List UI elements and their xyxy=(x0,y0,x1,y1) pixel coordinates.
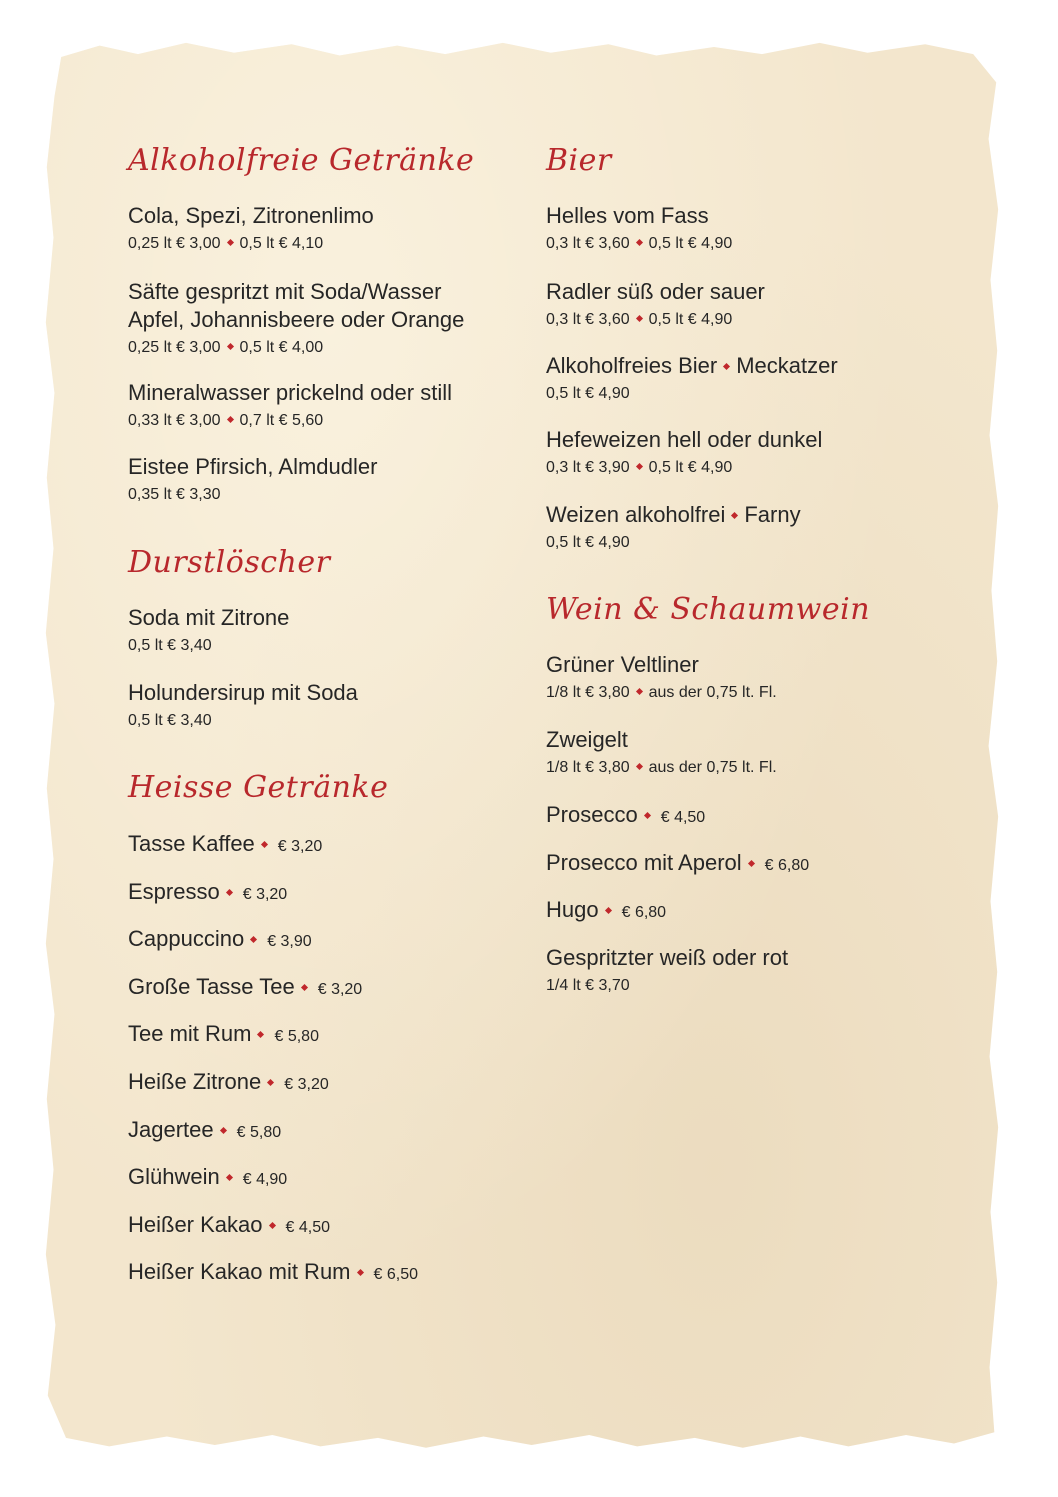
item-label: Hugo xyxy=(546,897,599,922)
item-name: Mineralwasser prickelnd oder still xyxy=(128,380,453,405)
menu-item xyxy=(546,801,966,832)
diamond-separator-icon xyxy=(644,812,651,819)
item-name xyxy=(546,801,966,832)
item-price xyxy=(128,232,528,256)
diamond-separator-icon xyxy=(356,1269,363,1276)
diamond-separator-icon xyxy=(301,984,308,991)
menu-item xyxy=(546,426,966,480)
item-price xyxy=(128,409,528,433)
menu-item xyxy=(546,651,966,705)
item-price: 0,5 lt € 4,90 xyxy=(546,385,630,402)
diamond-separator-icon xyxy=(636,688,643,695)
menu-item xyxy=(128,973,528,1004)
diamond-separator-icon xyxy=(220,1127,227,1134)
price-small: 0,3 lt € 3,60 xyxy=(546,311,630,328)
item-price xyxy=(546,756,966,780)
item-name: Grüner Veltliner xyxy=(546,652,699,677)
diamond-separator-icon xyxy=(226,1174,233,1181)
item-name: Helles vom Fass xyxy=(546,203,709,228)
item-name xyxy=(546,849,966,880)
diamond-separator-icon xyxy=(268,1222,275,1229)
item-name xyxy=(546,352,966,380)
item-price: € 4,50 xyxy=(660,809,706,826)
item-label: Jagertee xyxy=(128,1117,214,1142)
price-small: 0,3 lt € 3,90 xyxy=(546,459,630,476)
item-name: Soda mit Zitrone xyxy=(128,605,290,630)
item-price: € 4,90 xyxy=(242,1171,288,1188)
menu-item xyxy=(546,944,966,998)
price-note: aus der 0,75 lt. Fl. xyxy=(648,759,777,776)
item-label: Cappuccino xyxy=(128,926,245,951)
price-large: 0,5 lt € 4,90 xyxy=(648,311,733,328)
item-price: € 3,20 xyxy=(317,981,363,998)
section-title-bier: Bier xyxy=(546,143,612,178)
menu-item xyxy=(128,1116,528,1147)
item-price: 0,5 lt € 4,90 xyxy=(546,534,630,551)
menu-item xyxy=(128,202,528,256)
diamond-separator-icon xyxy=(257,1031,264,1038)
item-price: 1/4 lt € 3,70 xyxy=(546,977,630,994)
item-name: Säfte gespritzt mit Soda/Wasser xyxy=(128,279,442,304)
menu-item xyxy=(546,202,966,256)
item-price: € 3,90 xyxy=(267,933,312,950)
diamond-separator-icon xyxy=(226,239,233,246)
section-title-durstloescher: Durstlöscher xyxy=(128,545,331,580)
item-price xyxy=(546,456,966,480)
diamond-separator-icon xyxy=(261,841,268,848)
item-name xyxy=(128,1163,528,1194)
menu-item xyxy=(128,604,528,658)
item-name: Eistee Pfirsich, Almdudler xyxy=(128,454,378,479)
price-large: 0,5 lt € 4,90 xyxy=(648,459,733,476)
diamond-separator-icon xyxy=(226,343,233,350)
item-price: € 6,50 xyxy=(373,1266,418,1283)
item-name xyxy=(128,1068,528,1099)
price-glass: 1/8 lt € 3,80 xyxy=(546,684,630,701)
item-price xyxy=(546,232,966,256)
item-price xyxy=(546,681,966,705)
item-name-line2: Apfel, Johannisbeere oder Orange xyxy=(128,307,465,332)
item-label: Tasse Kaffee xyxy=(128,831,255,856)
price-large: 0,7 lt € 5,60 xyxy=(239,412,324,429)
item-label: Prosecco xyxy=(546,802,638,827)
menu-item xyxy=(546,849,966,880)
item-price: 0,5 lt € 3,40 xyxy=(128,637,212,654)
menu-item xyxy=(546,352,966,406)
price-small: 0,25 lt € 3,00 xyxy=(128,339,221,356)
menu-item xyxy=(546,896,966,927)
item-label: Espresso xyxy=(128,879,220,904)
menu-item xyxy=(128,878,528,909)
menu-item xyxy=(128,453,528,507)
menu-item xyxy=(546,501,966,555)
item-brand: Farny xyxy=(744,502,801,527)
menu-item xyxy=(128,830,528,861)
item-label: Heißer Kakao mit Rum xyxy=(128,1259,351,1284)
item-price: € 5,80 xyxy=(274,1028,319,1045)
item-label: Tee mit Rum xyxy=(128,1021,252,1046)
item-label: Prosecco mit Aperol xyxy=(546,850,742,875)
item-name: Cola, Spezi, Zitronenlimo xyxy=(128,203,374,228)
menu-item xyxy=(128,1163,528,1194)
section-title-heisse-getraenke: Heisse Getränke xyxy=(128,770,389,805)
item-label: Weizen alkoholfrei xyxy=(546,502,726,527)
menu-item xyxy=(128,379,528,433)
menu-item xyxy=(128,1020,528,1051)
diamond-separator-icon xyxy=(636,463,643,470)
price-note: aus der 0,75 lt. Fl. xyxy=(648,684,777,701)
item-name xyxy=(128,973,528,1004)
item-name xyxy=(128,1020,528,1051)
diamond-separator-icon xyxy=(250,936,257,943)
item-name xyxy=(546,896,966,927)
section-title-wein-schaumwein: Wein & Schaumwein xyxy=(546,592,871,627)
item-price xyxy=(546,308,966,332)
price-large: 0,5 lt € 4,10 xyxy=(239,235,324,252)
diamond-separator-icon xyxy=(636,239,643,246)
diamond-separator-icon xyxy=(226,889,233,896)
item-name: Zweigelt xyxy=(546,727,628,752)
diamond-separator-icon xyxy=(605,907,612,914)
item-name xyxy=(128,830,528,861)
diamond-separator-icon xyxy=(723,363,730,370)
item-name xyxy=(128,1211,528,1242)
item-label: Große Tasse Tee xyxy=(128,974,295,999)
item-label: Glühwein xyxy=(128,1164,220,1189)
price-small: 0,25 lt € 3,00 xyxy=(128,235,221,252)
menu-item xyxy=(128,1211,528,1242)
item-price: € 3,20 xyxy=(277,838,323,855)
item-name: Radler süß oder sauer xyxy=(546,279,765,304)
menu-item xyxy=(546,278,966,332)
diamond-separator-icon xyxy=(748,860,755,867)
item-price: 0,5 lt € 3,40 xyxy=(128,712,212,729)
item-name xyxy=(128,925,528,956)
item-label: Alkoholfreies Bier xyxy=(546,353,718,378)
menu-item xyxy=(128,679,528,733)
item-name xyxy=(546,501,966,529)
section-title-alkoholfreie-getraenke: Alkoholfreie Getränke xyxy=(128,143,475,178)
item-name xyxy=(128,1258,528,1289)
item-brand: Meckatzer xyxy=(736,353,838,378)
item-price: € 6,80 xyxy=(764,857,810,874)
item-name xyxy=(128,878,528,909)
item-name xyxy=(128,1116,528,1147)
item-label: Heißer Kakao xyxy=(128,1212,263,1237)
diamond-separator-icon xyxy=(731,512,738,519)
diamond-separator-icon xyxy=(267,1079,274,1086)
diamond-separator-icon xyxy=(636,315,643,322)
item-label: Heiße Zitrone xyxy=(128,1069,262,1094)
price-large: 0,5 lt € 4,90 xyxy=(648,235,733,252)
price-large: 0,5 lt € 4,00 xyxy=(239,339,324,356)
menu-item xyxy=(128,925,528,956)
menu-item xyxy=(128,278,528,360)
item-price: € 6,80 xyxy=(621,904,667,921)
price-glass: 1/8 lt € 3,80 xyxy=(546,759,630,776)
item-price: € 4,50 xyxy=(285,1219,330,1236)
item-name: Holundersirup mit Soda xyxy=(128,680,358,705)
item-price: € 3,20 xyxy=(284,1076,329,1093)
price-small: 0,3 lt € 3,60 xyxy=(546,235,630,252)
item-name: Hefeweizen hell oder dunkel xyxy=(546,427,823,452)
diamond-separator-icon xyxy=(636,763,643,770)
item-price: € 3,20 xyxy=(242,886,288,903)
menu-item xyxy=(546,726,966,780)
menu-item xyxy=(128,1258,528,1289)
item-price xyxy=(128,336,528,360)
price-small: 0,33 lt € 3,00 xyxy=(128,412,221,429)
item-price: 0,35 lt € 3,30 xyxy=(128,486,221,503)
menu-item xyxy=(128,1068,528,1099)
diamond-separator-icon xyxy=(226,416,233,423)
item-price: € 5,80 xyxy=(236,1124,282,1141)
item-name: Gespritzter weiß oder rot xyxy=(546,945,789,970)
